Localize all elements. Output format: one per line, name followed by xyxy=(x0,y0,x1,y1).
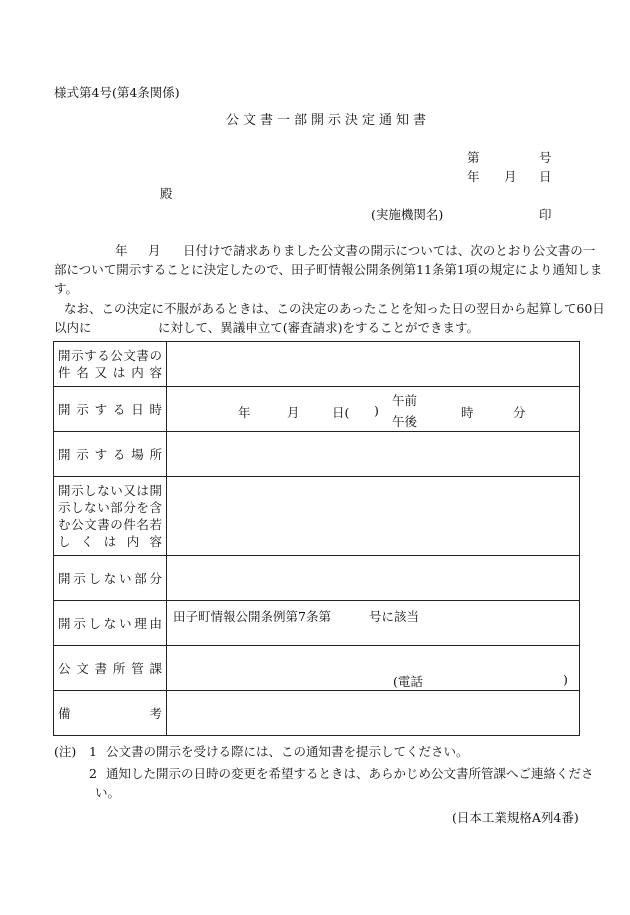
datetime-weekday-close: ) xyxy=(374,403,379,418)
phone-close: ) xyxy=(563,672,568,687)
addressee-honorific: 殿 xyxy=(160,186,173,201)
paragraph2-line1: なお、この決定に不服があるときは、この決定のあったことを知った日の翌日から起算して60日 xyxy=(64,301,605,316)
note-1-text: 公文書の開示を受ける際には、この通知書を提示してください。 xyxy=(106,744,469,759)
table-row xyxy=(54,432,580,477)
row-value-undisclosed-document[interactable] xyxy=(167,477,580,556)
date-month-label: 月 xyxy=(504,169,517,184)
row-value-remarks[interactable] xyxy=(167,691,580,736)
datetime-pm: 午後 xyxy=(392,414,418,429)
paragraph2-line2-suffix: に対して、異議申立て(審査請求)をすることができます。 xyxy=(158,320,480,335)
row-value-disclosure-place[interactable] xyxy=(167,432,580,477)
table-row xyxy=(54,646,580,691)
datetime-hour: 時 xyxy=(461,405,474,420)
row-label-remarks: 備考 xyxy=(54,691,167,736)
row-label-disclosure-place: 開示する場所 xyxy=(54,432,167,477)
paragraph1-line1: 日付けで請求ありました公文書の開示については、次のとおり公文書の一 xyxy=(183,243,596,258)
request-year-label: 年 xyxy=(115,243,128,258)
row-value-document-title[interactable] xyxy=(167,342,580,387)
row-value-undisclosed-reason[interactable] xyxy=(167,601,580,646)
table-row xyxy=(54,342,580,387)
note-1-number: 1 xyxy=(89,744,97,759)
doc-number-prefix: 第 xyxy=(467,150,480,165)
paragraph2-line2-prefix: 以内に xyxy=(54,320,92,335)
doc-number-suffix: 号 xyxy=(539,150,552,165)
form-number: 様式第4号(第4条関係) xyxy=(54,85,180,100)
reason-prefix: 田子町情報公開条例第7条第 xyxy=(173,609,331,624)
page-title: 公文書一部開示決定通知書 xyxy=(226,113,431,128)
seal-mark: 印 xyxy=(539,207,552,222)
date-day-label: 日 xyxy=(539,169,552,184)
datetime-month: 月 xyxy=(287,405,300,420)
row-value-disclosure-datetime[interactable] xyxy=(167,387,580,432)
note-2-number: 2 xyxy=(89,766,97,781)
note-2-text-line1: 通知した開示の日時の変更を希望するときは、あらかじめ公文書所管課へご連絡くださ xyxy=(106,766,594,781)
datetime-day: 日( xyxy=(332,405,350,420)
row-label-undisclosed-document: 開示しない又は開示しない部分を含む公文書の件名若しくは内容 xyxy=(54,477,167,556)
date-year-label: 年 xyxy=(467,169,480,184)
agency-name-label: (実施機関名) xyxy=(371,207,444,222)
paragraph1-line3: す。 xyxy=(54,281,79,296)
reason-suffix: 号に該当 xyxy=(369,609,420,624)
notes-marker: (注) xyxy=(54,744,77,759)
row-label-document-title: 開示する公文書の件名又は内容 xyxy=(54,342,167,387)
datetime-am: 午前 xyxy=(392,393,418,408)
row-value-undisclosed-part[interactable] xyxy=(167,556,580,601)
row-label-undisclosed-part: 開示しない部分 xyxy=(54,556,167,601)
table-row xyxy=(54,477,580,556)
table-row xyxy=(54,387,580,432)
datetime-year: 年 xyxy=(238,405,251,420)
note-2-text-line2: い。 xyxy=(95,785,121,800)
row-label-undisclosed-reason: 開示しない理由 xyxy=(54,601,167,646)
datetime-minute: 分 xyxy=(513,405,526,420)
table-row xyxy=(54,691,580,736)
paragraph1-line2: 部について開示することに決定したので、田子町情報公開条例第11条第1項の規定により通知しま xyxy=(54,262,603,277)
table-row xyxy=(54,556,580,601)
disclosure-table xyxy=(53,341,580,736)
table-row xyxy=(54,601,580,646)
phone-label: (電話 xyxy=(393,674,423,689)
row-value-responsible-division[interactable] xyxy=(167,646,580,691)
request-month-label: 月 xyxy=(148,243,161,258)
row-label-responsible-division: 公文書所管課 xyxy=(54,646,167,691)
paper-size-note: (日本工業規格A列4番) xyxy=(452,810,579,825)
row-label-disclosure-datetime: 開示する日時 xyxy=(54,387,167,432)
